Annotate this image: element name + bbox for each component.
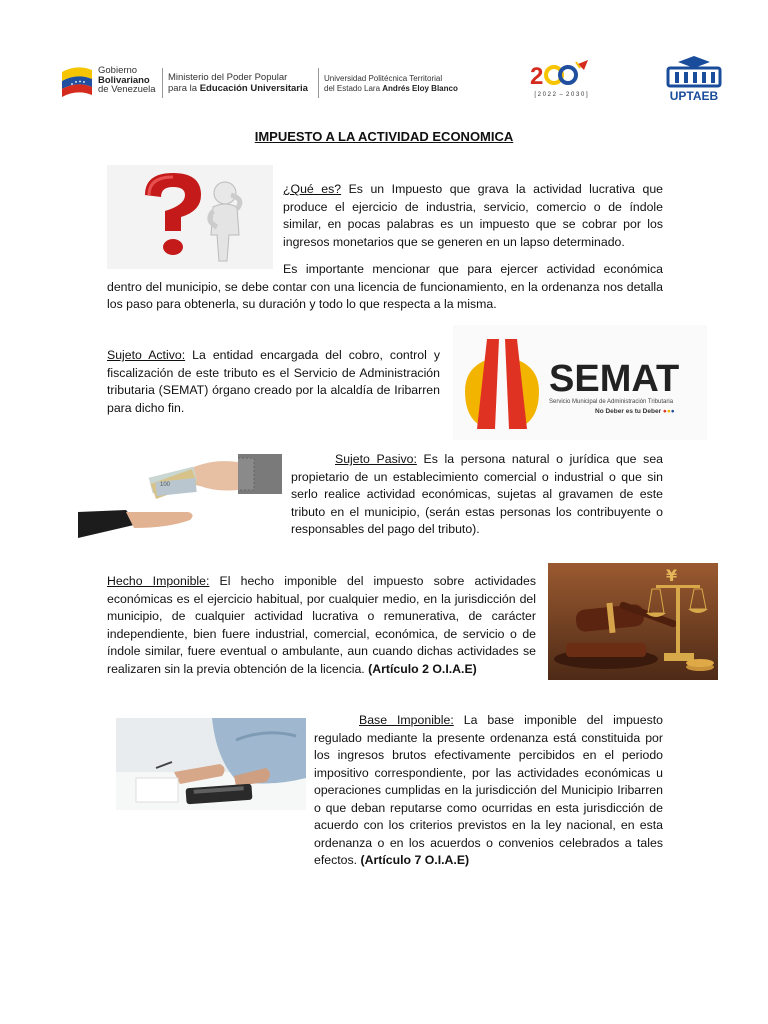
base-imponible-term: Base Imponible: [359, 713, 454, 727]
que-es-term: ¿Qué es? [283, 182, 342, 196]
divider [162, 68, 163, 98]
sujeto-activo-paragraph: Sujeto Activo: La entidad encargada del cobro, control y fiscalización de este tributo es el Servicio de Administración tributaria (SEMAT) órgano creado por la alcaldía de Iribarren para dicho fin. [107, 348, 440, 415]
question-figure-image [107, 165, 273, 269]
semat-subtitle: Servicio Municipal de Administración Tributaria [549, 399, 674, 405]
page-title: IMPUESTO A LA ACTIVIDAD ECONOMICA [254, 129, 514, 144]
svg-text:100: 100 [160, 482, 171, 488]
hecho-imponible-term: Hecho Imponible: [107, 574, 210, 588]
que-es-p2: Es importante mencionar que para ejercer actividad económica dentro del municipio, se debe contar con una licencia de funcionamiento, en la ordenanza nos detalla los paso para obtenerla, su duración y todo lo que respecta a la misma. [107, 262, 663, 311]
gov-logo-text: Gobierno Bolivariano de Venezuela [98, 65, 156, 95]
divider [318, 68, 319, 98]
venezuela-flag-icon [60, 62, 94, 98]
hands-money-image [78, 450, 282, 546]
gavel-scales-image [548, 563, 718, 680]
semat-logo [453, 325, 707, 440]
bicentennial-years: [ 2 0 2 2 – 2 0 3 0 ] [534, 92, 588, 98]
university-logo-text: Universidad Politécnica Territorial del Estado Lara Andrés Eloy Blanco [324, 74, 458, 93]
slogan-dots-icon: ● [662, 408, 667, 415]
svg-text:¥: ¥ [666, 566, 678, 585]
sujeto-pasivo-paragraph: Sujeto Pasivo: Es la persona natural o jurídica que sea propietario de un establecimiento comercial o industrial o que sin serlo realice actividad económicas, sujetas al gravamen de este tributo en el municipio, (serán estas personas los contribuyente o responsables del pago del tributo). [291, 452, 664, 536]
sujeto-activo-term: Sujeto Activo: [107, 348, 186, 362]
svg-text:2: 2 [530, 63, 544, 90]
base-imponible-paragraph-top: Base Imponible: La base imponible del impuesto regulado mediante la presente ordenanza está constituida por los ingresos brutos efectivamente percibidos en el periodo impositivo correspondiente, por las actividades económicas u operaciones cumplidas en la jurisdicción del Municipio Iribarren o que deban reputarse como ocurridas en esta jurisdicción de acuerdo con los criterios previstos en la ley nacional, en esta ordenanza o en los acuerdos o convenios celebrados a tales efectos. (Artículo 7 O.I.A.E) [314, 713, 663, 867]
que-es-p1: ¿Qué es? Es un Impuesto que grava la actividad lucrativa que produce el ejercicio de industria, servicio, comercio o de índole similar, en pocas palabras es un impuesto que se cobrar por los ingresos monetarios que se generen en un lapso determinado. [283, 182, 663, 249]
header-banner [58, 52, 730, 104]
ministry-logo-text: Ministerio del Poder Popular para la Educación Universitaria [168, 72, 308, 94]
sujeto-pasivo-term: Sujeto Pasivo: [335, 452, 417, 466]
semat-name: SEMAT [549, 358, 680, 400]
semat-emblem-icon [459, 333, 545, 433]
hecho-imponible-paragraph: Hecho Imponible: El hecho imponible del impuesto sobre actividades económicas es el ejercicio habitual, por cualquier medio, en la jurisdicción del municipio, de cualquier actividad lucrativa o remunerativa, de carácter independiente, bien fuere industrial, comercial, económica, de servicio o de índole similar, fuere eventual o ambulante, aun cuando dichas actividades se realizaren sin la previa obtención de la licencia. (Artículo 2 O.I.A.E) [107, 574, 536, 676]
uptaeb-name: UPTAEB [669, 89, 719, 103]
semat-slogan: No Deber es tu Deber ●●● [595, 408, 675, 415]
accountant-calculator-image [116, 718, 306, 810]
uptaeb-logo-icon [662, 54, 726, 88]
